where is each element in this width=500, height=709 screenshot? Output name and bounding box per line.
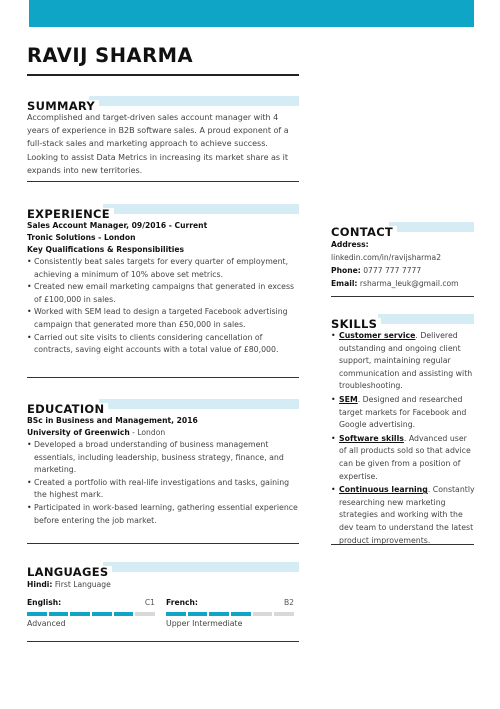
languages-heading-text: LANGUAGES <box>27 566 112 578</box>
education-heading-band <box>99 399 299 409</box>
education-bullets <box>27 439 301 527</box>
skills-heading-band <box>378 314 474 324</box>
language-level: B2 <box>283 598 294 607</box>
list-item <box>331 394 476 432</box>
skill-text: . Designed and researched target markets for Facebook and Google advertising. <box>339 394 467 430</box>
job-subheading: Key Qualifications & Responsibilities <box>27 245 185 254</box>
list-item: • Carried out site visits to clients considering cancellation of contracts, saving eight accounts with a total value of £80,000. <box>27 332 301 357</box>
skill-name: SEM <box>339 394 358 404</box>
language-name: English: <box>27 598 62 607</box>
language-level-segment <box>92 612 112 616</box>
native-language <box>27 579 111 591</box>
skills-list <box>331 330 476 548</box>
language-french <box>166 597 294 630</box>
experience-bullets <box>27 256 301 357</box>
language-description: Upper Intermediate <box>166 619 243 628</box>
language-level-segment <box>274 612 294 616</box>
skill-text: . Constantly researching new marketing strategies and working with the dev team to understand the latest product improvements. <box>339 485 475 545</box>
language-level-segment <box>188 612 208 616</box>
header-accent-bar <box>29 0 474 27</box>
job-company: Tronic Solutions - London <box>27 233 136 242</box>
list-item <box>331 484 476 547</box>
contact-heading <box>331 221 474 239</box>
education-heading <box>27 398 299 416</box>
skill-name: Customer service <box>339 331 416 340</box>
language-english <box>27 597 155 630</box>
language-level-segment <box>49 612 69 616</box>
candidate-name: RAVIJ SHARMA <box>27 44 194 67</box>
list-item: • Created a portfolio with real-life investigations and tasks, gaining the highest mark. <box>27 477 301 502</box>
language-level-segment <box>231 612 251 616</box>
languages-heading <box>27 561 299 579</box>
native-language-label: Hindi: <box>27 580 53 589</box>
summary-heading-band <box>89 96 299 106</box>
experience-divider <box>27 377 299 378</box>
language-level: C1 <box>144 598 155 607</box>
school-line <box>27 427 301 439</box>
language-name: French: <box>166 598 198 607</box>
experience-block <box>27 220 301 357</box>
language-level-bar <box>27 612 155 616</box>
language-description: Advanced <box>27 619 66 628</box>
list-item <box>331 433 476 483</box>
phone-value: 0777 777 7777 <box>360 266 422 275</box>
list-item <box>331 330 476 393</box>
list-item: • Created new email marketing campaigns that generated in excess of £100,000 in sales. <box>27 281 301 306</box>
address-label: Address: <box>331 240 369 249</box>
contact-block <box>331 238 481 290</box>
skills-divider <box>331 544 474 545</box>
experience-heading-text: EXPERIENCE <box>27 208 114 220</box>
language-level-segment <box>135 612 155 616</box>
list-item: • Participated in work-based learning, gathering essential experience before entering the job market. <box>27 502 301 527</box>
experience-heading <box>27 203 299 221</box>
education-block <box>27 415 301 527</box>
language-level-segment <box>166 612 186 616</box>
languages-divider <box>27 641 299 642</box>
contact-heading-band <box>389 222 474 232</box>
language-level-segment <box>253 612 273 616</box>
languages-heading-band <box>103 562 299 572</box>
email-value[interactable]: rsharma_leuk@gmail.com <box>357 279 459 288</box>
contact-heading-text: CONTACT <box>331 226 397 238</box>
contact-divider <box>331 296 474 297</box>
email-label: Email: <box>331 279 358 288</box>
language-level-segment <box>70 612 90 616</box>
native-language-value: First Language <box>52 580 111 589</box>
skill-name: Software skills <box>339 433 404 443</box>
list-item: • Worked with SEM lead to design a targeted Facebook advertising campaign that generated more than £50,000 in sales. <box>27 306 301 331</box>
phone-label: Phone: <box>331 266 361 275</box>
name-divider <box>27 74 299 76</box>
skills-heading-text: SKILLS <box>331 318 381 330</box>
linkedin-link[interactable]: linkedin.com/in/ravijsharma2 <box>331 253 442 262</box>
school-location: - London <box>129 428 166 437</box>
list-item: • Consistently beat sales targets for every quarter of employment, achieving a minimum of 10% above set metrics. <box>27 256 301 281</box>
language-level-segment <box>27 612 47 616</box>
summary-text: Accomplished and target-driven sales account manager with 4 years of experience in B2B software sales. A proud exponent of a full-stack sales and marketing approach to achieve success. Looking to assist Data Metrics in increasing its market share as it expands into new territories. <box>27 113 289 175</box>
language-level-bar <box>166 612 294 616</box>
list-item: • Developed a broad understanding of business management essentials, including leadership, business strategy, finance, and marketing. <box>27 439 301 477</box>
language-level-segment <box>114 612 134 616</box>
summary-heading <box>27 95 299 113</box>
skill-name: Continuous learning <box>339 485 428 495</box>
language-level-segment <box>209 612 229 616</box>
school-name: University of Greenwich <box>27 428 130 437</box>
skill-text: . Delivered outstanding and ongoing client support, maintaining regular communication and assisting with troubleshooting. <box>339 331 473 391</box>
skill-text: . Advanced user of all products sold so that advice can be given from a position of expertise. <box>339 433 471 481</box>
experience-heading-band <box>103 204 299 214</box>
degree: BSc in Business and Management, 2016 <box>27 416 198 425</box>
skills-heading <box>331 313 474 331</box>
education-divider <box>27 543 299 544</box>
summary-divider <box>27 181 299 182</box>
summary-heading-text: SUMMARY <box>27 100 99 112</box>
job-title: Sales Account Manager, 09/2016 - Current <box>27 221 208 230</box>
education-heading-text: EDUCATION <box>27 403 108 415</box>
